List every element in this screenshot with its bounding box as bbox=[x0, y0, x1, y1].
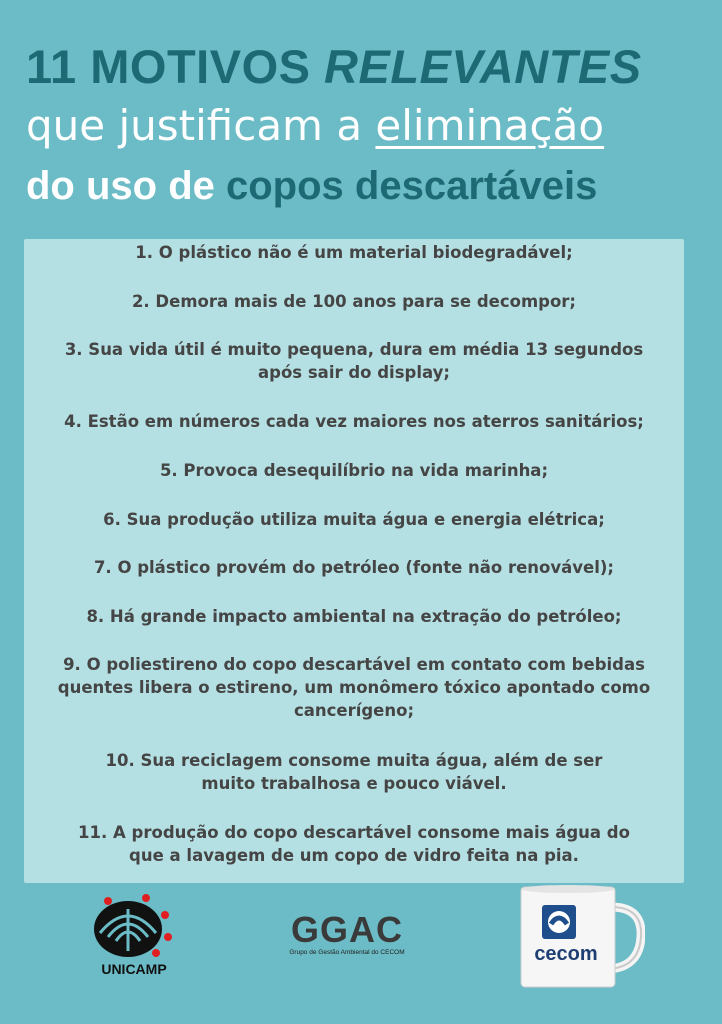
headline-cups-text: copos descartáveis bbox=[226, 164, 598, 208]
reason-item-3: 3. Sua vida útil é muito pequena, dura em média 13 segundos após sair do display; bbox=[64, 340, 644, 382]
headline-line-1 bbox=[26, 38, 702, 96]
headline-emphasis-text: RELEVANTES bbox=[324, 40, 642, 93]
headline-underlined-text: eliminação bbox=[375, 101, 605, 150]
reasons-box bbox=[24, 239, 684, 883]
headline bbox=[26, 38, 702, 214]
reason-item-6: 6. Sua produção utiliza muita água e energia elétrica; bbox=[103, 510, 605, 529]
headline-justify-text: que justificam a bbox=[26, 101, 376, 150]
headline-use-text: do uso de bbox=[26, 164, 226, 208]
ggac-logo bbox=[282, 909, 412, 956]
cecom-mug-icon bbox=[515, 885, 645, 990]
ggac-logo-title: GGAC bbox=[291, 909, 403, 950]
reason-item-11: 11. A produção do copo descartável consome mais água do que a lavagem de um copo de vidro feita na pia. bbox=[78, 823, 630, 865]
reason-item-1: 1. O plástico não é um material biodegradável; bbox=[135, 243, 573, 262]
reason-item-10: 10. Sua reciclagem consome muita água, além de ser muito trabalhosa e pouco viável. bbox=[105, 751, 603, 793]
reason-item-8: 8. Há grande impacto ambiental na extração do petróleo; bbox=[86, 607, 622, 626]
reason-item-5: 5. Provoca desequilíbrio na vida marinha; bbox=[159, 461, 549, 480]
reason-item-9: 9. O poliestireno do copo descartável em contato com bebidas quentes libera o estireno, um monômero tóxico apontado como cancerígeno; bbox=[57, 655, 651, 720]
ggac-logo-subtitle: Grupo de Gestão Ambiental do CECOM bbox=[289, 949, 405, 956]
headline-count-text: 11 MOTIVOS bbox=[26, 40, 325, 93]
headline-line-3 bbox=[26, 158, 702, 214]
headline-line-2 bbox=[26, 98, 702, 154]
footer-logos bbox=[0, 885, 722, 1024]
cecom-logo-text: cecom bbox=[534, 943, 598, 965]
reason-item-4: 4. Estão em números cada vez maiores nos aterros sanitários; bbox=[64, 412, 644, 431]
unicamp-logo-text: UNICAMP bbox=[101, 961, 167, 977]
reason-item-7: 7. O plástico provém do petróleo (fonte não renovável); bbox=[93, 558, 615, 577]
reason-item-2: 2. Demora mais de 100 anos para se decompor; bbox=[131, 292, 577, 311]
